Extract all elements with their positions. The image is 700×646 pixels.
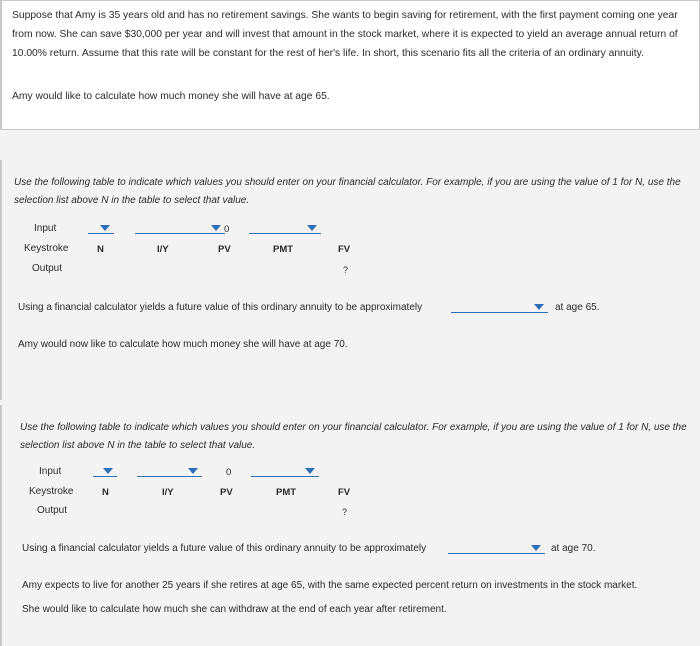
result-text-70: Using a financial calculator yields a future value of this ordinary annuity to be approximately (22, 543, 427, 554)
key-pmt: PMT (273, 244, 294, 255)
chevron-down-icon (305, 468, 315, 474)
withdrawal-question-text: She would like to calculate how much she can withdraw at the end of each year after retirement. (22, 604, 447, 615)
iy-input-dropdown-70[interactable] (137, 467, 202, 477)
key-pmt: PMT (276, 487, 297, 498)
fv-output-70: ? (342, 507, 348, 517)
key-n: N (97, 244, 104, 255)
chevron-down-icon (188, 468, 198, 474)
key-fv: FV (338, 244, 351, 255)
n-input-dropdown-70[interactable] (93, 467, 117, 477)
chevron-down-icon (307, 225, 317, 231)
row-label-output: Output (37, 505, 68, 516)
key-iy: I/Y (157, 244, 169, 255)
pv-input-value: 0 (224, 224, 230, 235)
fv-result-dropdown-65[interactable] (451, 303, 548, 313)
calculator-table-section-70 (0, 405, 700, 646)
row-label-keystroke: Keystroke (29, 486, 74, 497)
result-suffix-70: at age 70. (551, 543, 596, 554)
result-text-65: Using a financial calculator yields a future value of this ordinary annuity to be approximately (18, 302, 423, 313)
table-instructions: Use the following table to indicate which values you should enter on your financial calculator. For example, if you are using the value of 1 for N, use the selection list above N in the table to select that value. (14, 177, 681, 206)
question-age-65: Amy would like to calculate how much money she will have at age 65. (12, 91, 330, 102)
calculator-table-section-65 (0, 160, 700, 400)
fv-output: ? (343, 265, 349, 275)
fv-result-dropdown-70[interactable] (448, 544, 545, 554)
pmt-input-dropdown-70[interactable] (251, 467, 319, 477)
row-label-keystroke: Keystroke (24, 243, 69, 254)
table-instructions-70: Use the following table to indicate which values you should enter on your financial calculator. For example, if you are using the value of 1 for N, use the selection list above N in the table to select that value. (20, 422, 687, 451)
chevron-down-icon (211, 225, 221, 231)
chevron-down-icon (100, 225, 110, 231)
result-suffix-65: at age 65. (555, 302, 600, 313)
retirement-expectation-text: Amy expects to live for another 25 years if she retires at age 65, with the same expected percent return on investments in the stock market. (22, 580, 638, 591)
iy-input-dropdown[interactable] (135, 224, 225, 234)
question-age-70: Amy would now like to calculate how much money she will have at age 70. (18, 339, 348, 350)
chevron-down-icon (534, 304, 544, 310)
row-label-output: Output (32, 263, 63, 274)
pmt-input-dropdown[interactable] (249, 224, 321, 234)
key-pv: PV (220, 487, 233, 498)
row-label-input: Input (34, 223, 57, 234)
key-fv: FV (338, 487, 351, 498)
pv-input-value-70: 0 (226, 467, 232, 478)
n-input-dropdown[interactable] (88, 224, 114, 234)
problem-statement-box (0, 0, 700, 130)
intro-text: Suppose that Amy is 35 years old and has no retirement savings. She wants to begin saving for retirement, with the first payment coming one year from now. She can save $30,000 per year and will invest that amount in the stock market, where it is expected to yield an average annual return of 10.00% return. Assume that this rate will be constant for the rest of her's life. In short, this scenario fits all the criteria of an ordinary annuity. (12, 10, 678, 59)
chevron-down-icon (531, 545, 541, 551)
chevron-down-icon (103, 468, 113, 474)
row-label-input: Input (39, 466, 62, 477)
key-pv: PV (218, 244, 231, 255)
key-n: N (102, 487, 109, 498)
key-iy: I/Y (162, 487, 174, 498)
